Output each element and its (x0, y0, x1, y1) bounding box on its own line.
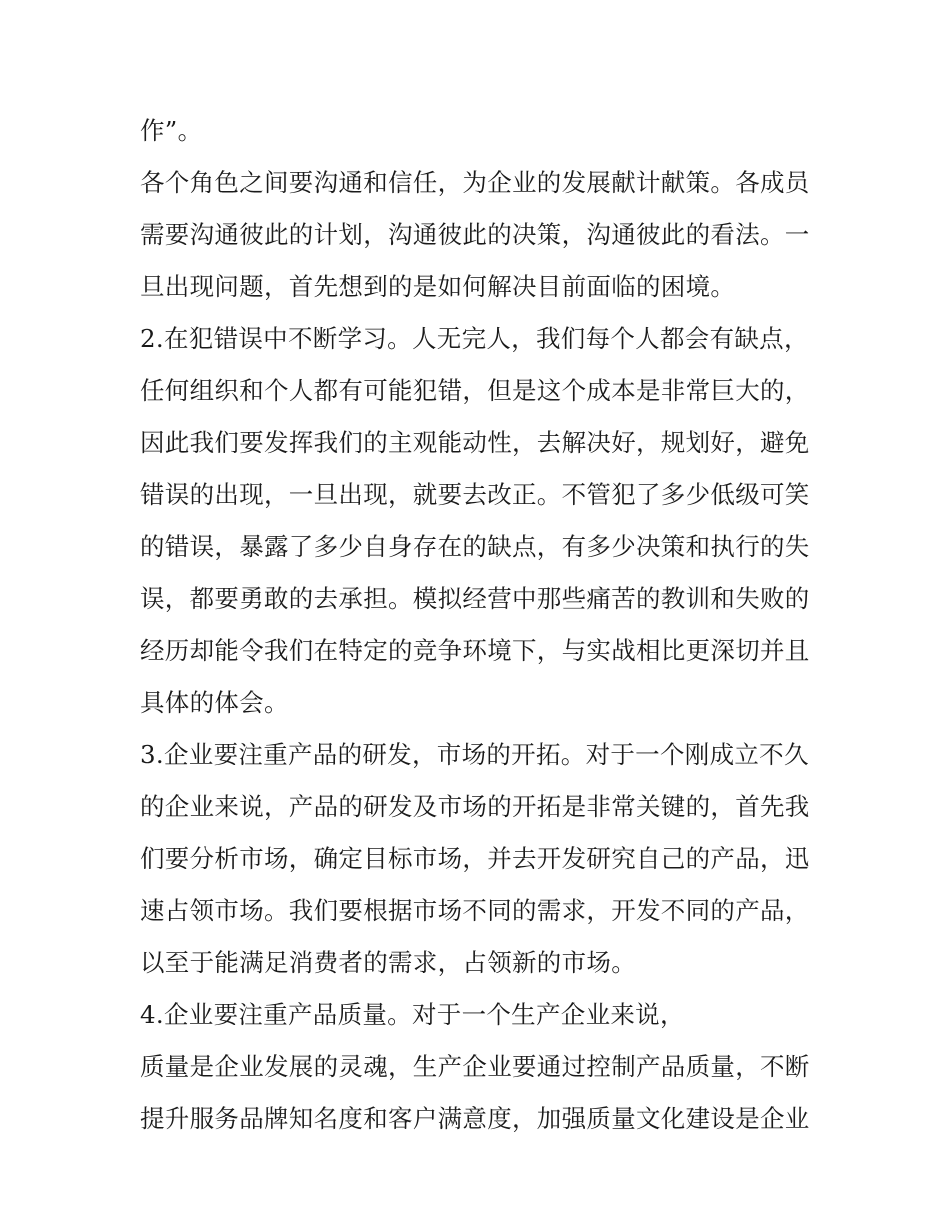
text-line: 2.在犯错误中不断学习。人无完人，我们每个人都会有缺点， (140, 324, 809, 353)
text-line: 作”。 (140, 116, 203, 145)
text-line: 以至于能满足消费者的需求，占领新的市场。 (140, 948, 636, 977)
text-line: 们要分析市场，确定目标市场，并去开发研究自己的产品，迅 (140, 844, 810, 873)
text-line: 经历却能令我们在特定的竞争环境下，与实战相比更深切并且 (140, 636, 810, 665)
text-line: 3.企业要注重产品的研发，市场的开拓。对于一个刚成立不久 (140, 740, 809, 769)
text-line: 需要沟通彼此的计划，沟通彼此的决策，沟通彼此的看法。一 (140, 220, 810, 249)
text-line: 因此我们要发挥我们的主观能动性，去解决好，规划好，避免 (140, 428, 810, 457)
text-line: 的企业来说，产品的研发及市场的开拓是非常关键的，首先我 (140, 792, 810, 821)
text-line: 各个角色之间要沟通和信任，为企业的发展献计献策。各成员 (140, 168, 810, 197)
text-line: 4.企业要注重产品质量。对于一个生产企业来说， (140, 1000, 685, 1029)
text-line: 质量是企业发展的灵魂，生产企业要通过控制产品质量，不断 (140, 1052, 810, 1081)
text-line: 速占领市场。我们要根据市场不同的需求，开发不同的产品， (140, 896, 810, 925)
text-line: 任何组织和个人都有可能犯错，但是这个成本是非常巨大的， (140, 376, 810, 405)
text-line: 旦出现问题，首先想到的是如何解决目前面临的困境。 (140, 272, 736, 301)
text-line: 的错误，暴露了多少自身存在的缺点，有多少决策和执行的失 (140, 532, 810, 561)
body-text (140, 105, 815, 1145)
text-line: 误，都要勇敢的去承担。模拟经营中那些痛苦的教训和失败的 (140, 584, 810, 613)
text-line: 提升服务品牌知名度和客户满意度，加强质量文化建设是企业 (140, 1104, 810, 1133)
text-line: 具体的体会。 (140, 688, 289, 717)
text-line: 错误的出现，一旦出现，就要去改正。不管犯了多少低级可笑 (140, 480, 810, 509)
